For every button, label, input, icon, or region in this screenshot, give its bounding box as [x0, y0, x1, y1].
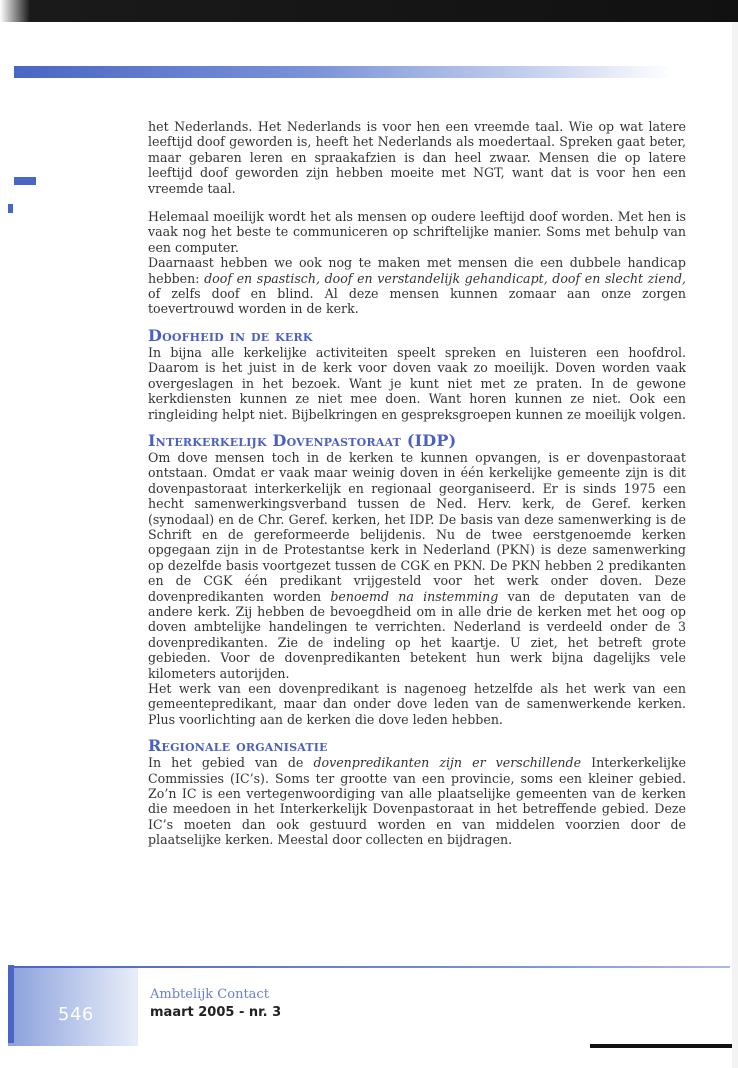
footer-left-bar — [8, 965, 14, 1043]
left-margin-marker — [14, 177, 36, 185]
header-color-band — [14, 66, 674, 78]
section-heading-regionale: Regionale organisatie — [148, 736, 328, 756]
top-border — [0, 0, 738, 22]
bottom-border — [590, 1044, 732, 1048]
left-page-edge — [0, 22, 8, 1062]
publication-issue: maart 2005 - nr. 3 — [150, 1005, 282, 1020]
intro-paragraph-2: Helemaal moeilijk wordt het als mensen op oudere leeftijd doof worden. Met hen is vaak nog het beste te communiceren op schriftelijke manier. Soms met behulp van een computer. — [148, 209, 686, 255]
intro-paragraph-3 — [148, 255, 686, 317]
regionale-text-end: Interkerkelijke Commissies (IC’s). Soms ter grootte van een provincie, soms een kleiner gebied. Zo’n IC is een vertegenwoordiging van alle plaatselijke gemeenten van de kerken die meedoen in het Interkerkelijk Dovenpastoraat in het betreffende gebied. Deze IC’s moeten dan ook gestuurd worden en van middelen voorzien door de plaatselijke kerken. Meestal door collecten en bijdragen. — [148, 755, 686, 848]
intro-paragraph-1: het Nederlands. Het Nederlands is voor hen een vreemde taal. Wie op wat latere leeftijd doof geworden is, heeft het Nederlands als moedertaal. Spreken gaat beter, maar gebaren leren en spraakafzien is dan heel zwaar. Mensen die op latere leeftijd doof geworden zijn hebben moeite met NGT, want dat is voor hen een vreemde taal. — [148, 119, 686, 196]
section-regionale-text — [148, 755, 686, 847]
idp-text-end: van de deputaten van de andere kerk. Zij hebben de bevoegdheid om in alle drie de kerken met het oog op doven ambtelijke handelingen te verrichten. Nederland is verdeeld onder de 3 dovenpredikanten. Zie de indeling op het kaartje. U ziet, het betreft grote gebieden. Voor de dovenpredikanten betekent hun werk bijna dagelijks vele kilometers autorijden. — [148, 588, 686, 681]
section-heading-idp: Interkerkelijk Dovenpastoraat (IDP) — [148, 430, 457, 450]
idp-text-emphasis: benoemd na instemming — [330, 588, 499, 604]
intro-p3-text-end: of zelfs doof en blind. Al deze mensen kunnen zomaar aan onze zorgen toevertrouwd worden in de kerk. — [148, 286, 686, 317]
page-number: 546 — [58, 1004, 94, 1025]
intro-p3-text: Daarnaast hebben we ook nog te maken met mensen die een dubbele handicap hebben: — [148, 255, 686, 286]
left-margin-tick — [8, 204, 13, 213]
section-idp-text-1 — [148, 450, 686, 681]
section-doofheid-text: In bijna alle kerkelijke activiteiten speelt spreken en luisteren een hoofdrol. Daarom is het juist in de kerk voor doven vaak zo moeilijk. Doven worden vaak overgeslagen in het bezoek. Want je kunt niet met ze praten. In de gewone kerkdiensten kunnen ze niet mee doen. Want horen kunnen ze niet. Ook een ringleiding helpt niet. Bijbelkringen en gespreksgroepen kunnen ze moeilijk volgen. — [148, 344, 687, 422]
idp-text-start: Om dove mensen toch in de kerken te kunnen opvangen, is er dovenpastoraat ontstaan. Omdat er vaak maar weinig doven in één kerkelijke gemeente zijn is dit dovenpastoraat interkerkelijk en regionaal georganiseerd. Er is sinds 1975 een hecht samenwerkingsverband tussen de Ned. Herv. kerk, de Geref. kerken (synodaal) en de Chr. Geref. kerken, het IDP. De basis van deze samenwerking is de Schrift en de gereformeerde belijdenis. Nu de twee eerstgenoemde kerken opgegaan zijn in de Protestantse kerk in Nederland (PKN) is deze samenwerking op dezelfde basis voortgezet tussen de CGK en PKN. De PKN hebben 2 predikanten en de CGK één predikant vrijgesteld voor het werk onder doven. Deze dovenpredikanten worden — [148, 449, 686, 604]
publication-title: Ambtelijk Contact — [150, 987, 269, 1002]
regionale-text-emphasis: dovenpredikanten zijn er verschillende — [313, 755, 582, 771]
article-body — [148, 119, 686, 848]
footer-rule — [14, 966, 730, 968]
intro-p3-emphasis: doof en spastisch, doof en verstandelijk gehandicapt, doof en slecht ziend, — [204, 270, 687, 286]
right-page-edge — [732, 22, 738, 1068]
section-heading-doofheid: Doofheid in de kerk — [148, 325, 313, 345]
regionale-text-start: In het gebied van de — [148, 755, 314, 771]
section-idp-text-2: Het werk van een dovenpredikant is nagenoeg hetzelfde als het werk van een gemeentepredikant, maar dan onder dove leden van de samenwerkende kerken. Plus voorlichting aan de kerken die dove leden hebben. — [148, 681, 686, 727]
